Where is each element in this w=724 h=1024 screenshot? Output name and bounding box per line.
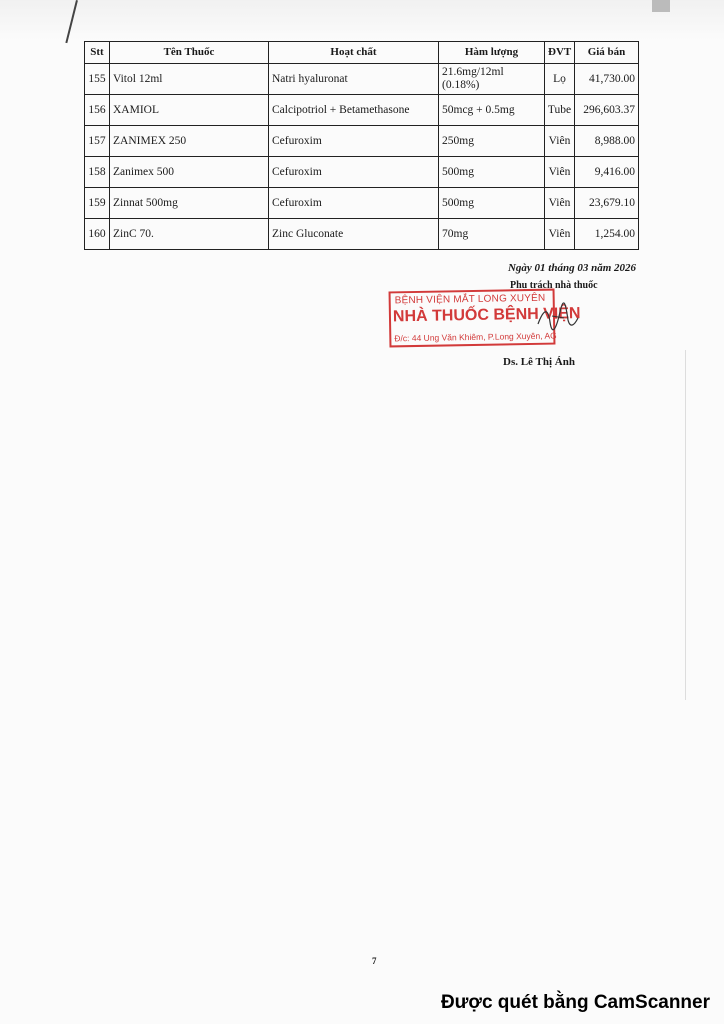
cell-stt: 160 — [85, 219, 110, 250]
cell-active-ingredient: Calcipotriol + Betamethasone — [269, 95, 439, 126]
cell-strength: 500mg — [439, 188, 545, 219]
header-active-ingredient: Hoạt chất — [269, 42, 439, 64]
cell-active-ingredient: Cefuroxim — [269, 126, 439, 157]
signer-name: Ds. Lê Thị Ánh — [503, 356, 575, 368]
cell-drug-name: ZinC 70. — [110, 219, 269, 250]
cell-unit: Viên — [545, 188, 575, 219]
handwritten-signature-icon — [534, 300, 582, 336]
camscanner-watermark: Được quét bằng CamScanner — [440, 992, 710, 1013]
page-number: 7 — [372, 956, 377, 966]
header-stt: Stt — [85, 42, 110, 64]
header-strength: Hàm lượng — [439, 42, 545, 64]
stamp-pharmacy-name: NHÀ THUỐC BỆNH VIỆN — [392, 305, 581, 326]
cell-active-ingredient: Natri hyaluronat — [269, 64, 439, 95]
cell-stt: 156 — [85, 95, 110, 126]
table-row — [85, 126, 639, 157]
cell-strength: 500mg — [439, 157, 545, 188]
cell-unit: Viên — [545, 126, 575, 157]
header-unit: ĐVT — [545, 42, 575, 64]
table-row — [85, 157, 639, 188]
cell-unit: Lọ — [545, 64, 575, 95]
table-row — [85, 219, 639, 250]
scan-corner-mark — [652, 0, 670, 12]
cell-stt: 155 — [85, 64, 110, 95]
drug-price-table-wrapper — [84, 41, 638, 250]
cell-price: 8,988.00 — [575, 126, 639, 157]
cell-unit: Viên — [545, 219, 575, 250]
hospital-pharmacy-stamp — [389, 289, 581, 348]
cell-drug-name: Vitol 12ml — [110, 64, 269, 95]
cell-price: 1,254.00 — [575, 219, 639, 250]
table-row — [85, 64, 639, 95]
cell-active-ingredient: Zinc Gluconate — [269, 219, 439, 250]
cell-stt: 159 — [85, 188, 110, 219]
cell-price: 23,679.10 — [575, 188, 639, 219]
cell-unit: Viên — [545, 157, 575, 188]
drug-price-table — [84, 41, 639, 250]
stamp-address: Đ/c: 44 Ung Văn Khiêm, P.Long Xuyên, AG — [394, 330, 557, 344]
cell-stt: 157 — [85, 126, 110, 157]
cell-stt: 158 — [85, 157, 110, 188]
document-date: Ngày 01 tháng 03 năm 2026 — [507, 262, 636, 274]
cell-price: 9,416.00 — [575, 157, 639, 188]
cell-strength: 250mg — [439, 126, 545, 157]
stamp-hospital-name: BỆNH VIỆN MẮT LONG XUYÊN — [394, 292, 546, 307]
table-header-row — [85, 42, 639, 64]
page-top-shade — [0, 0, 724, 40]
cell-strength: 50mcg + 0.5mg — [439, 95, 545, 126]
scan-edge-line — [685, 350, 686, 700]
cell-strength: 70mg — [439, 219, 545, 250]
table-row — [85, 95, 639, 126]
cell-unit: Tube — [545, 95, 575, 126]
header-price: Giá bán — [575, 42, 639, 64]
table-row — [85, 188, 639, 219]
cell-price: 41,730.00 — [575, 64, 639, 95]
cell-active-ingredient: Cefuroxim — [269, 157, 439, 188]
cell-price: 296,603.37 — [575, 95, 639, 126]
cell-drug-name: Zinnat 500mg — [110, 188, 269, 219]
cell-active-ingredient: Cefuroxim — [269, 188, 439, 219]
cell-strength: 21.6mg/12ml (0.18%) — [439, 64, 545, 95]
cell-drug-name: Zanimex 500 — [110, 157, 269, 188]
cell-drug-name: XAMIOL — [110, 95, 269, 126]
header-drug-name: Tên Thuốc — [110, 42, 269, 64]
pharmacy-head-title: Phụ trách nhà thuốc — [510, 280, 598, 291]
cell-drug-name: ZANIMEX 250 — [110, 126, 269, 157]
